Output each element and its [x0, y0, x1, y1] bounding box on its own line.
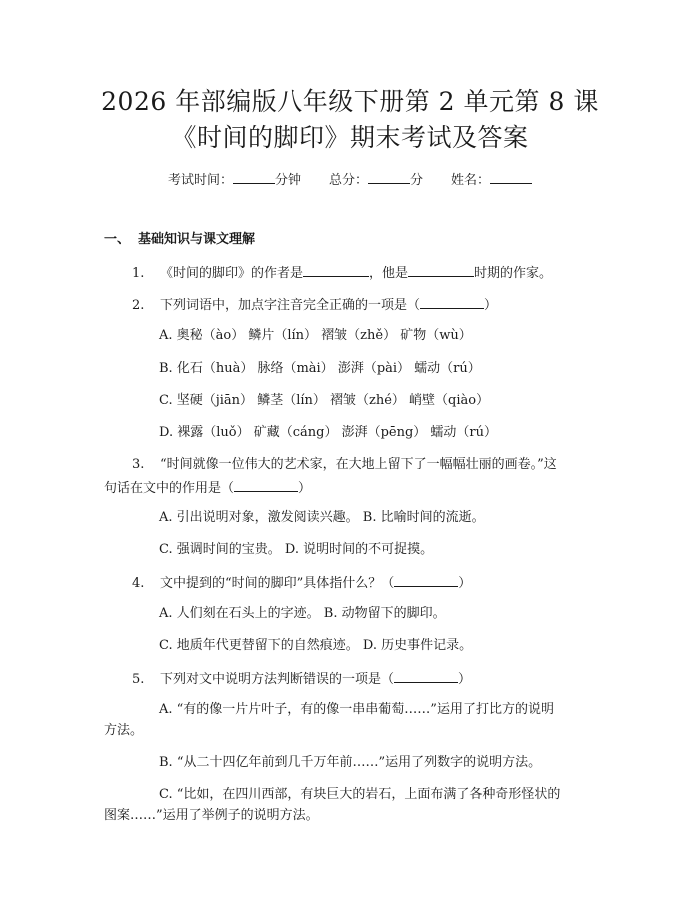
answer-blank[interactable]	[420, 295, 484, 309]
paren-close: ）	[458, 672, 472, 687]
question-4	[132, 573, 471, 593]
time-label: 考试时间：	[167, 173, 233, 188]
option-d: D. 裸露（luǒ） 矿藏（cáng） 澎湃（pēng） 蠕动（rú）	[159, 425, 498, 440]
option-b: B. 化石（huà） 脉络（mài） 澎湃（pài） 蠕动（rú）	[159, 361, 481, 376]
question-2	[132, 295, 497, 315]
question-text: 文中提到的“时间的脚印”具体指什么？（	[160, 576, 395, 591]
question-3	[132, 456, 557, 474]
option-ab: A. 引出说明对象，激发阅读兴趣。 B. 比喻时间的流逝。	[159, 510, 485, 525]
name-blank[interactable]	[490, 170, 532, 184]
question-text: 句话在文中的作用是（	[104, 481, 235, 496]
question-number: 4.	[132, 576, 145, 591]
section-title: 基础知识与课文理解	[138, 232, 256, 247]
question-text: 下列对文中说明方法判断错误的一项是（	[160, 672, 395, 687]
option-c-cont: 图案……”运用了举例子的说明方法。	[104, 808, 319, 823]
option-a-cont: 方法。	[104, 723, 144, 738]
question-text: ，他是	[369, 266, 409, 281]
answer-blank[interactable]	[234, 478, 298, 492]
author-blank[interactable]	[303, 263, 369, 277]
question-text: “时间就像一位伟大的艺术家，在大地上留下了一幅幅壮丽的画卷。”这	[160, 457, 557, 472]
score-unit: 分	[410, 173, 424, 188]
time-unit: 分钟	[274, 173, 301, 188]
question-1	[132, 263, 552, 283]
answer-blank[interactable]	[394, 573, 458, 587]
question-number: 2.	[132, 298, 145, 313]
section-number: 一、	[104, 232, 131, 247]
period-blank[interactable]	[408, 263, 474, 277]
option-c: C. 坚硬（jiān） 鳞茎（lín） 褶皱（zhé） 峭壁（qiào）	[159, 393, 490, 408]
question-text: 下列词语中，加点字注音完全正确的一项是（	[160, 298, 421, 313]
question-3-cont	[104, 478, 311, 498]
paren-close: ）	[298, 481, 312, 496]
title-line-2: 《时间的脚印》期末考试及答案	[171, 123, 529, 152]
option-c: C. “比如，在四川西部，有块巨大的岩石，上面布满了各种奇形怪状的	[159, 787, 561, 802]
option-cd: C. 强调时间的宝贵。 D. 说明时间的不可捉摸。	[159, 542, 434, 557]
answer-blank[interactable]	[394, 669, 458, 683]
question-number: 3.	[132, 457, 145, 472]
option-b: B. “从二十四亿年前到几千万年前……”运用了列数字的说明方法。	[159, 755, 542, 770]
question-text: 《时间的脚印》的作者是	[160, 266, 304, 281]
section-heading	[104, 231, 255, 249]
score-label: 总分：	[328, 173, 368, 188]
title-line-1: 2026 年部编版八年级下册第 2 单元第 8 课	[101, 87, 599, 116]
option-cd: C. 地质年代更替留下的自然痕迹。 D. 历史事件记录。	[159, 638, 473, 653]
option-ab: A. 人们刻在石头上的字迹。 B. 动物留下的脚印。	[159, 606, 446, 621]
question-number: 1.	[132, 266, 145, 281]
question-number: 5.	[132, 672, 145, 687]
question-text: 时期的作家。	[474, 266, 553, 281]
question-5	[132, 669, 471, 689]
name-label: 姓名：	[451, 173, 491, 188]
paren-close: ）	[458, 576, 472, 591]
paren-close: ）	[484, 298, 498, 313]
option-a: A. “有的像一片片叶子，有的像一串串葡萄……”运用了打比方的说明	[159, 702, 554, 717]
score-blank[interactable]	[368, 170, 410, 184]
exam-info	[0, 170, 700, 190]
time-blank[interactable]	[233, 170, 275, 184]
option-a: A. 奥秘（ào） 鳞片（lín） 褶皱（zhě） 矿物（wù）	[159, 328, 472, 343]
